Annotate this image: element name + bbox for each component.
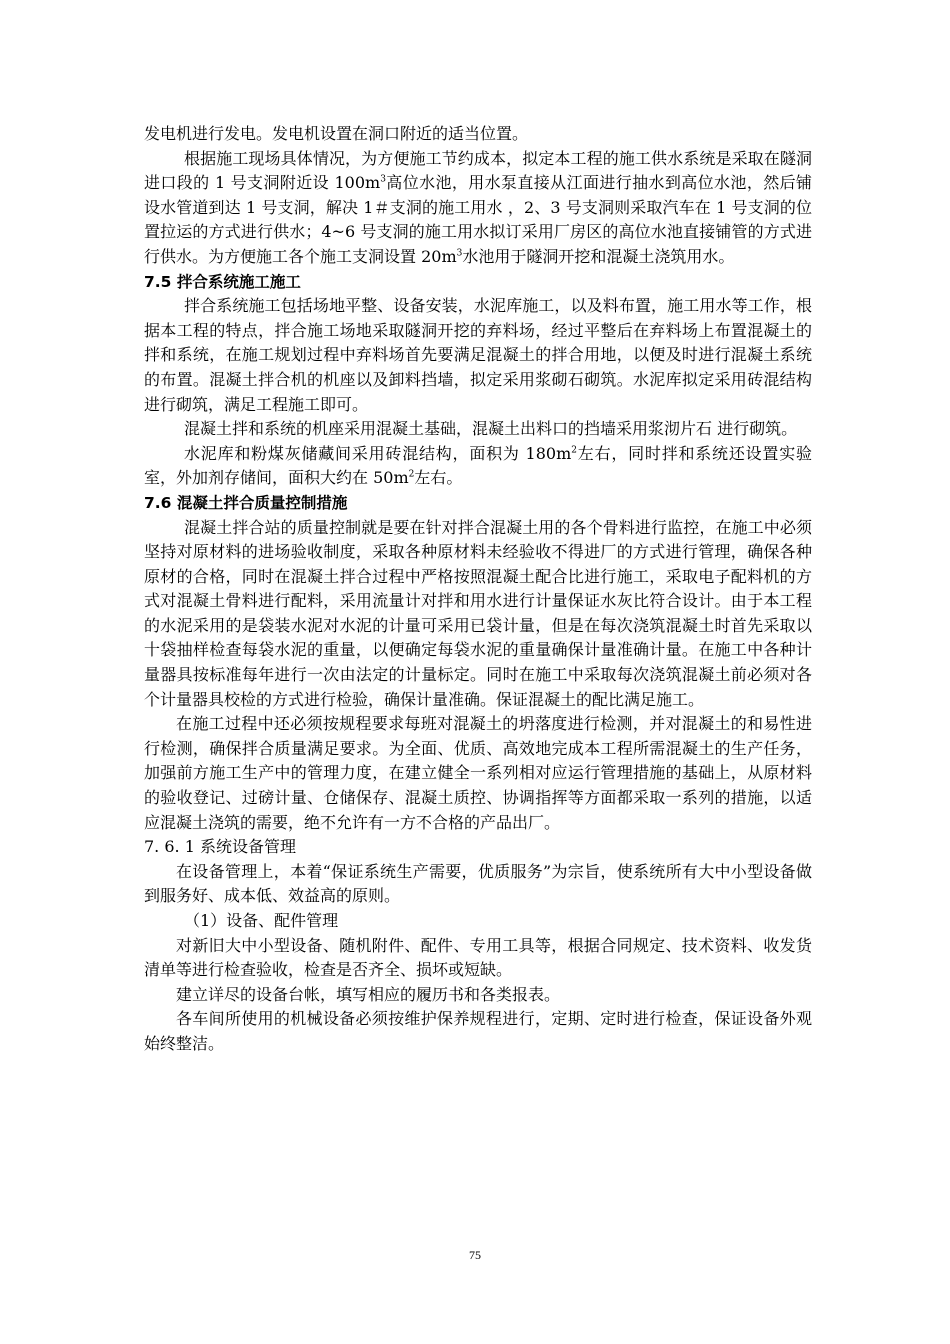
- text-run: 7.6 混凝土拌合质量控制措施: [144, 493, 348, 512]
- document-body: [144, 122, 812, 1057]
- paragraph: [144, 516, 812, 713]
- paragraph: [144, 909, 812, 934]
- text-run: （1）设备、配件管理: [184, 911, 339, 930]
- paragraph: [144, 122, 812, 147]
- paragraph: [144, 442, 812, 491]
- paragraph: [144, 983, 812, 1008]
- text-run: 发电机进行发电。发电机设置在洞口附近的适当位置。: [144, 124, 529, 143]
- paragraph: [144, 860, 812, 909]
- paragraph: [144, 294, 812, 417]
- text-run: 左右，同时拌和系统还设置实验室，外加剂存储间，面积大约在 50m: [144, 443, 812, 488]
- section-heading: [144, 491, 812, 516]
- paragraph: [144, 417, 812, 442]
- paragraph: [144, 1007, 812, 1056]
- text-run: 混凝土拌和系统的机座采用混凝土基础，混凝土出料口的挡墙采用浆沏片石 进行砌筑。: [184, 419, 798, 439]
- superscript: 3: [456, 248, 463, 259]
- text-run: 7. 6. 1 系统设备管理: [144, 837, 296, 857]
- text-run: 在设备管理上，本着“保证系统生产需要，优质服务”为宗旨，使系统所有大中小型设备做到服务好、成本低、效益高的原则。: [144, 861, 812, 906]
- section-heading: [144, 270, 812, 295]
- text-run: 拌合系统施工包括场地平整、设备安装，水泥库施工，以及料布置，施工用水等工作，根据本工程的特点，拌合施工场地采取隧洞开挖的弃料场，经过平整后在弃料场上布置混凝土的拌和系统，在施工规划过程中弃料场首先要满足混凝土的拌合用地，以便及时进行混凝土系统的布置。混凝土拌合机的机座以及卸料挡墙，拟定采用浆砌石砌筑。水泥库拟定采用砖混结构进行砌筑，满足工程施工即可。: [144, 296, 812, 414]
- text-run: 水池用于隧洞开挖和混凝土浇筑用水。: [462, 246, 735, 266]
- text-run: 根据施工现场具体情况，为方便施工节约成本，拟定本工程的施工供水系统是采取在隧洞进口段的 1 号支洞附近设 100m: [144, 148, 812, 193]
- text-run: 混凝土拌合站的质量控制就是要在针对拌合混凝土用的各个骨料进行监控，在施工中必须坚持对原材料的进场验收制度，采取各种原材料未经验收不得进厂的方式进行管理，确保各种原材的合格，同时在混凝土拌合过程中严格按照混凝土配合比进行施工，采取电子配料机的方式对混凝土骨料进行配料，采用流量计对拌和用水进行计量保证水灰比符合设计。由于本工程的水泥采用的是袋装水泥对水泥的计量可采用已袋计量，但是在每次浇筑混凝土时首先采取以十袋抽样检查每袋水泥的重量，以便确定每袋水泥的重量确保计量准确计量。在施工中各种计量器具按标准每年进行一次由法定的计量标定。同时在施工中采取每次浇筑混凝土前必须对各个计量器具校检的方式进行检验，确保计量准确。保证混凝土的配比满足施工。: [144, 517, 812, 709]
- superscript: 3: [380, 174, 386, 185]
- text-run: 各车间所使用的机械设备必须按维护保养规程进行，定期、定时进行检查，保证设备外观始终整洁。: [144, 1009, 812, 1053]
- text-run: 建立详尽的设备台帐，填写相应的履历书和各类报表。: [176, 984, 561, 1004]
- text-run: 高位水池，用水泵直接从江面进行抽水到高位水池，然后铺设水管道到达 1 号支洞，解决 1＃支洞的施工用水 ，2、3 号支洞则采取汽车在 1 号支洞的位置拉运的方式进行供水；4~6 号支洞的施工用水拟订采用厂房区的高位水池直接铺管的方式进行供水。为方便施工各个施工支洞设置 20m: [144, 173, 812, 266]
- superscript: 2: [571, 445, 577, 456]
- text-run: 左右。: [414, 468, 463, 488]
- text-run: 在施工过程中还必须按规程要求每班对混凝土的坍落度进行检测，并对混凝土的和易性进行检测，确保拌合质量满足要求。为全面、优质、高效地完成本工程所需混凝土的生产任务，加强前方施工生产中的管理力度，在建立健全一系列相对应运行管理措施的基础上，从原材料的验收登记、过磅计量、仓储保存、混凝土质控、协调指挥等方面都采取一系列的措施，以适应混凝土浇筑的需要，绝不允许有一方不合格的产品出厂。: [144, 714, 812, 832]
- subsection-heading: [144, 835, 812, 860]
- text-run: 对新旧大中小型设备、随机附件、配件、专用工具等，根据合同规定、技术资料、收发货清单等进行检查验收，检查是否齐全、损坏或短缺。: [144, 935, 812, 980]
- paragraph: [144, 147, 812, 270]
- text-run: 水泥库和粉煤灰储藏间采用砖混结构，面积为 180m: [184, 443, 572, 463]
- text-run: 7.5 拌合系统施工施工: [144, 272, 301, 291]
- page-number: 75: [469, 1248, 481, 1262]
- paragraph: [144, 934, 812, 983]
- paragraph: [144, 712, 812, 835]
- superscript: 2: [408, 469, 415, 480]
